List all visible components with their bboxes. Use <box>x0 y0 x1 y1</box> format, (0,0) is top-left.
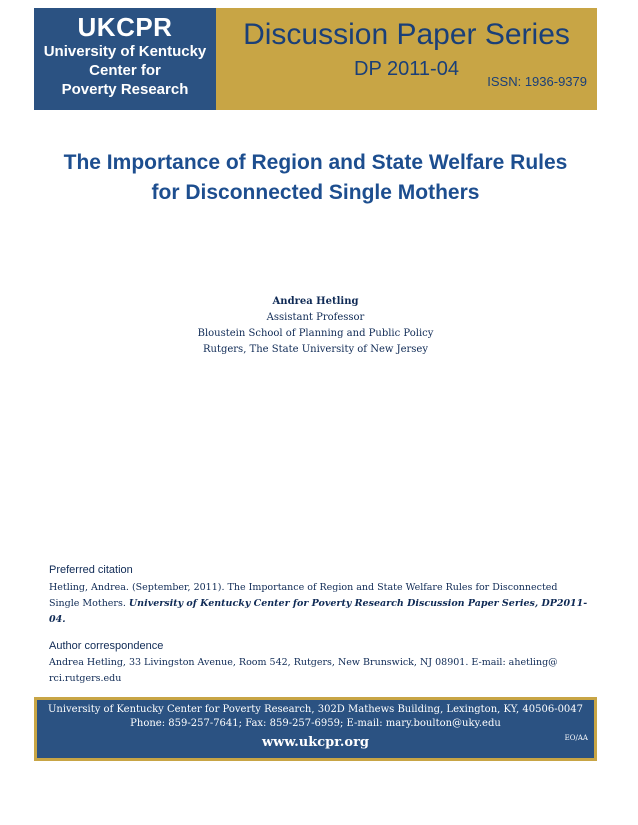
header-banner <box>34 8 597 110</box>
correspondence-line-2: rci.rutgers.edu <box>49 673 122 684</box>
ukcpr-logo-block <box>34 8 216 110</box>
author-name: Andrea Hetling <box>272 296 359 307</box>
eo-aa-note: EO/AA <box>564 734 588 742</box>
citation-text <box>49 580 594 628</box>
correspondence-line-1: Andrea Hetling, 33 Livingston Avenue, Room 542, Rutgers, New Brunswick, NJ 08901. E-mail: ahetling@ <box>49 657 558 668</box>
paper-number: DP 2011-04 <box>354 58 459 80</box>
author-block <box>34 294 597 358</box>
paper-title <box>34 148 597 208</box>
correspondence-text <box>49 655 594 687</box>
footer-website-link[interactable]: www.ukcpr.org <box>261 735 370 750</box>
org-line-2: Center for <box>89 62 161 79</box>
org-line-3: Poverty Research <box>61 81 189 98</box>
citation-line-2-plain: Single Mothers. <box>49 598 129 609</box>
citation-line-1: Hetling, Andrea. (September, 2011). The Importance of Region and State Welfare Rules for Disconnected <box>49 582 558 593</box>
footer-contact: Phone: 859-257-7641; Fax: 859-257-6959; E-mail: mary.boulton@uky.edu <box>130 718 501 729</box>
author-university: Rutgers, The State University of New Jersey <box>202 344 429 355</box>
issn: ISSN: 1936-9379 <box>487 74 587 89</box>
brand-name: UKCPR <box>77 12 173 42</box>
org-line-1: University of Kentucky <box>43 43 207 60</box>
citation-heading: Preferred citation <box>49 564 133 576</box>
series-block <box>216 8 597 110</box>
title-line-2: for Disconnected Single Mothers <box>151 181 480 204</box>
citation-line-2 <box>49 596 594 628</box>
correspondence-heading: Author correspondence <box>49 640 164 652</box>
title-line-1: The Importance of Region and State Welfare Rules <box>63 151 568 174</box>
author-school: Bloustein School of Planning and Public Policy <box>197 328 434 339</box>
series-title: Discussion Paper Series <box>243 18 570 51</box>
footer-address: University of Kentucky Center for Poverty Research, 302D Mathews Building, Lexington, KY, 40506-0047 <box>47 704 584 715</box>
author-position: Assistant Professor <box>266 312 365 323</box>
citation-series: University of Kentucky Center for Poverty Research Discussion Paper Series, DP2011-04. <box>49 598 588 625</box>
footer-banner <box>34 697 597 761</box>
